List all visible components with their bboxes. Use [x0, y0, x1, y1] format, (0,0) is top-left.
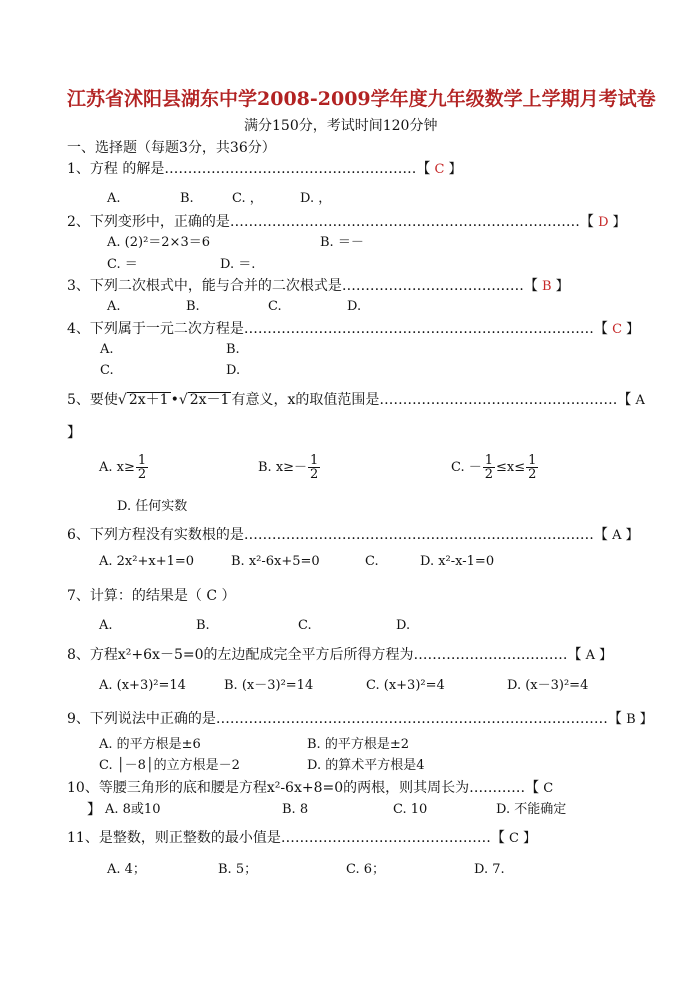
fraction: $\frac{1}{2}$: [528, 453, 537, 482]
question-stem-text: 5、要使: [67, 392, 118, 408]
exam-title: 江苏省沭阳县湖东中学2008-2009学年度九年级数学上学期月考试卷: [67, 88, 656, 110]
answer: A 】: [612, 528, 639, 543]
question-stem-text: 6、下列方程没有实数根的是…………………………………………………………………【: [67, 527, 608, 543]
question-stem-text: 8、方程x²+6x－5=0的左边配成完全平方后所得方程为……………………………【: [67, 647, 582, 663]
question-9-stem: [67, 712, 653, 726]
q4-option-d: D.: [226, 363, 241, 378]
answer: C 】: [434, 162, 462, 177]
question-8-stem: [67, 648, 612, 662]
radical: √ 2x＋1: [117, 392, 169, 408]
q11-option-c: C. 6；: [346, 862, 386, 877]
question-3-stem: [67, 279, 569, 293]
q2-option-c: C. ＝: [107, 257, 138, 272]
q1-option-b: B.: [180, 191, 194, 206]
q9-option-c: C. │－8│的立方根是－2: [99, 758, 240, 773]
question-stem-text: 9、下列说法中正确的是…………………………………………………………………………【: [67, 711, 622, 727]
q1-option-c: C. ，: [232, 191, 263, 206]
q4-option-c: C.: [100, 363, 114, 378]
answer: D 】: [598, 215, 626, 230]
answer: B 】: [542, 279, 569, 294]
answer: B 】: [626, 712, 653, 727]
question-stem-text: 11、是整数，则正整数的最小值是………………………………………【: [67, 830, 505, 846]
question-4-stem: [67, 322, 639, 336]
q5-option-c: C. － $\frac{1}{2}$ ≤x≤ $\frac{1}{2}$: [451, 453, 537, 482]
question-10-stem: [67, 781, 553, 795]
q4-option-b: B.: [226, 342, 240, 357]
q11-option-d: D. 7.: [474, 862, 505, 877]
q7-option-b: B.: [196, 618, 210, 633]
question-stem-text: 1、方程 的解是………………………………………………【: [67, 161, 431, 177]
question-stem-text: 3、下列二次根式中，能与合并的二次根式是…………………………………【: [67, 278, 538, 294]
question-1-stem: [67, 162, 462, 176]
question-6-stem: [67, 528, 639, 542]
q5-close-bracket: 】: [67, 425, 81, 441]
radical: √ 2x－1: [178, 392, 230, 408]
q8-option-c: C. (x+3)²=4: [366, 678, 445, 693]
q4-option-a: A.: [100, 342, 114, 357]
q1-option-d: D. ，: [300, 191, 332, 206]
q7-option-a: A.: [99, 618, 113, 633]
question-2-stem: [67, 215, 626, 229]
question-5-stem: [67, 392, 645, 407]
dot: •: [170, 392, 179, 408]
answer: C: [543, 781, 554, 796]
section-heading: 一、选择题（每题3分，共36分）: [67, 140, 276, 156]
q11-option-a: A. 4；: [107, 862, 146, 877]
question-stem-text: 10、等腰三角形的底和腰是方程x²-6x+8=0的两根，则其周长为…………【: [67, 780, 540, 796]
q2-option-b: B. ＝－: [320, 235, 364, 250]
question-stem-text: 2、下列变形中，正确的是…………………………………………………………………【: [67, 214, 594, 230]
q8-option-b: B. (x－3)²=14: [224, 678, 314, 693]
q10-option-d: D. 不能确定: [496, 802, 567, 817]
q1-option-a: A.: [107, 191, 121, 206]
q2-option-a: A. (2)²＝2×3＝6: [107, 235, 210, 250]
q6-option-d: D. x²-x-1=0: [420, 554, 495, 569]
q7-option-c: C.: [298, 618, 312, 633]
q8-option-d: D. (x－3)²=4: [507, 678, 589, 693]
q7-option-d: D.: [396, 618, 411, 633]
question-stem-text: 4、下列属于一元二次方程是…………………………………………………………………【: [67, 321, 608, 337]
answer: A: [635, 393, 645, 408]
fraction: $\frac{1}{2}$: [484, 453, 494, 482]
q3-option-d: D.: [347, 299, 362, 314]
q9-option-d: D. 的算术平方根是4: [307, 758, 425, 773]
question-7-stem: 7、计算：的结果是（ C ）: [67, 588, 236, 604]
q10-option-b: B. 8: [282, 802, 309, 817]
q3-option-c: C.: [268, 299, 282, 314]
q3-option-b: B.: [186, 299, 200, 314]
q9-option-a: A. 的平方根是±6: [99, 737, 201, 752]
q5-option-b: B. x≥－ $\frac{1}{2}$: [258, 453, 319, 482]
q6-option-a: A. 2x²+x+1=0: [99, 554, 195, 569]
answer: A 】: [585, 648, 613, 663]
q5-option-a: A. x≥ $\frac{1}{2}$: [99, 453, 147, 482]
q6-option-b: B. x²-6x+5=0: [231, 554, 320, 569]
question-stem-text: 有意义，x的取值范围是……………………………………………【: [231, 392, 632, 408]
q11-option-b: B. 5；: [218, 862, 258, 877]
q2-option-d: D. ＝.: [220, 257, 256, 272]
q5-option-d: D. 任何实数: [117, 499, 188, 514]
q10-option-a: A. 8或10: [105, 802, 161, 817]
fraction: $\frac{1}{2}$: [310, 453, 319, 482]
q6-option-c: C.: [365, 554, 379, 569]
q10-option-c: C. 10: [393, 802, 428, 817]
answer: C 】: [612, 322, 640, 337]
question-11-stem: [67, 831, 536, 845]
q9-option-b: B. 的平方根是±2: [307, 737, 409, 752]
answer: C 】: [508, 831, 537, 846]
exam-subtitle: 满分150分，考试时间120分钟: [244, 118, 438, 134]
fraction: $\frac{1}{2}$: [137, 453, 147, 482]
q8-option-a: A. (x+3)²=14: [99, 678, 186, 693]
q3-option-a: A.: [107, 299, 121, 314]
q10-close-bracket: 】: [87, 802, 101, 818]
